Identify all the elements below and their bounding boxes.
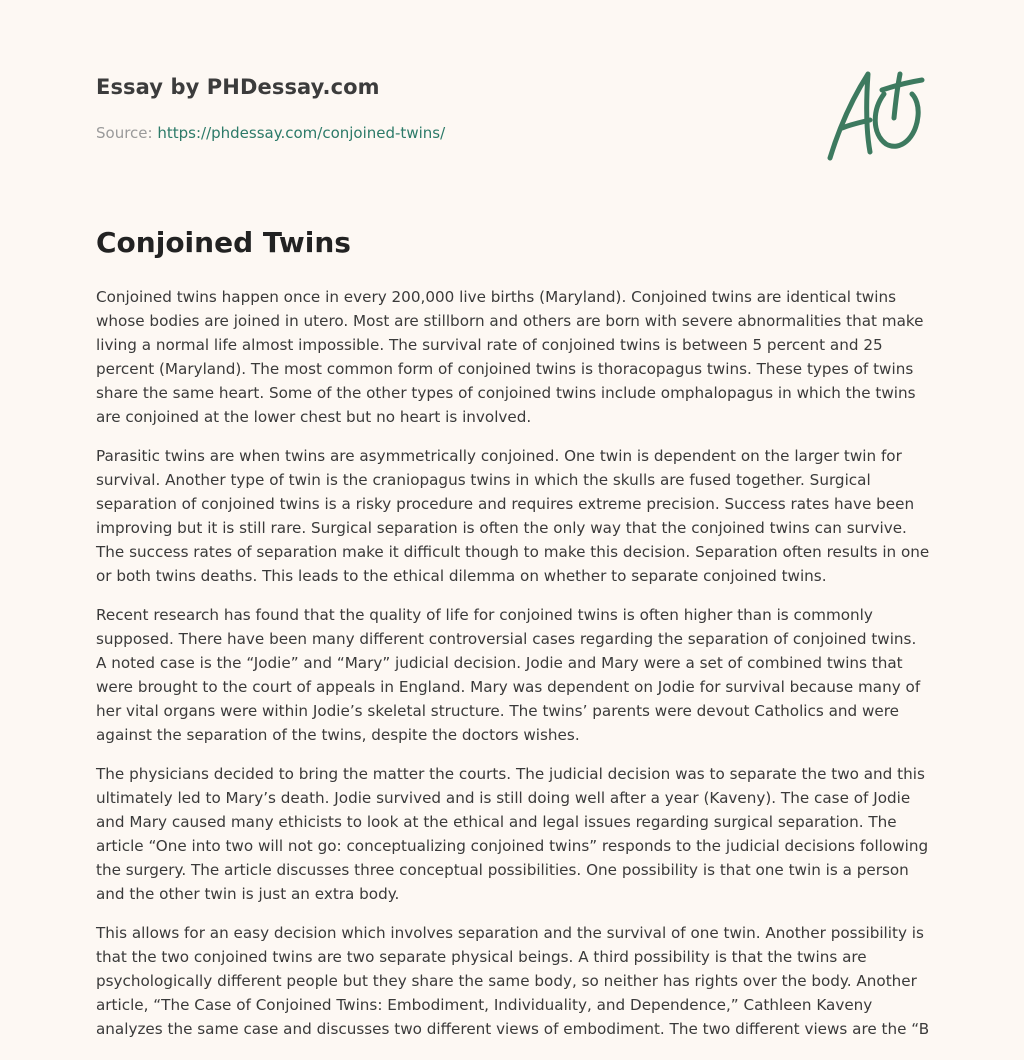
source-line: [96, 124, 445, 142]
site-brand: Essay by PHDessay.com: [96, 75, 380, 99]
essay-paragraph: This allows for an easy decision which involves separation and the survival of one twin. Another possibility is that the two conjoined twins are two separate physical beings. A third possibility is that the twins are psychologically different people but they share the same body, so neither has rights over the body. Another article, “The Case of Conjoined Twins: Embodiment, Individuality, and Dependence,” Cathleen Kaveny analyzes the same case and discusses two different views of embodiment. The two different views are the “B: [96, 924, 930, 1038]
essay-body: [96, 285, 930, 1056]
essay-paragraph: Recent research has found that the quality of life for conjoined twins is often higher than is commonly supposed. There have been many different controversial cases regarding the separation of conjoined twins. A noted case is the “Jodie” and “Mary” judicial decision. Jodie and Mary were a set of combined twins that were brought to the court of appeals in England. Mary was dependent on Jodie for survival because many of her vital organs were within Jodie’s skeletal structure. The twins’ parents were devout Catholics and were against the separation of the twins, despite the doctors wishes.: [96, 606, 921, 744]
essay-paragraph: Conjoined twins happen once in every 200,000 live births (Maryland). Conjoined twins are identical twins whose bodies are joined in utero. Most are stillborn and others are born with severe abnormalities that make living a normal life almost impossible. The survival rate of conjoined twins is between 5 percent and 25 percent (Maryland). The most common form of conjoined twins is thoracopagus twins. These types of twins share the same heart. Some of the other types of conjoined twins include omphalopagus in which the twins are conjoined at the lower chest but no heart is involved.: [96, 288, 924, 426]
source-label: Source:: [96, 124, 153, 142]
source-link[interactable]: https://phdessay.com/conjoined-twins/: [157, 124, 446, 142]
essay-paragraph: Parasitic twins are when twins are asymmetrically conjoined. One twin is dependent on the larger twin for survival. Another type of twin is the craniopagus twins in which the skulls are fused together. Surgical separation of conjoined twins is a risky procedure and requires extreme precision. Success rates have been improving but it is still rare. Surgical separation is often the only way that the conjoined twins can survive. The success rates of separation make it difficult though to make this decision. Separation often results in one or both twins deaths. This leads to the ethical dilemma on whether to separate conjoined twins.: [96, 447, 930, 585]
essay-title: Conjoined Twins: [96, 226, 351, 259]
essay-paragraph: The physicians decided to bring the matter the courts. The judicial decision was to separate the two and this ultimately led to Mary’s death. Jodie survived and is still doing well after a year (Kaveny). The case of Jodie and Mary caused many ethicists to look at the ethical and legal issues regarding surgical separation. The article “One into two will not go: conceptualizing conjoined twins” responds to the judicial decisions following the surgery. The article discusses three conceptual possibilities. One possibility is that one twin is a person and the other twin is just an extra body.: [96, 765, 929, 903]
a-plus-logo-icon: [822, 68, 926, 164]
